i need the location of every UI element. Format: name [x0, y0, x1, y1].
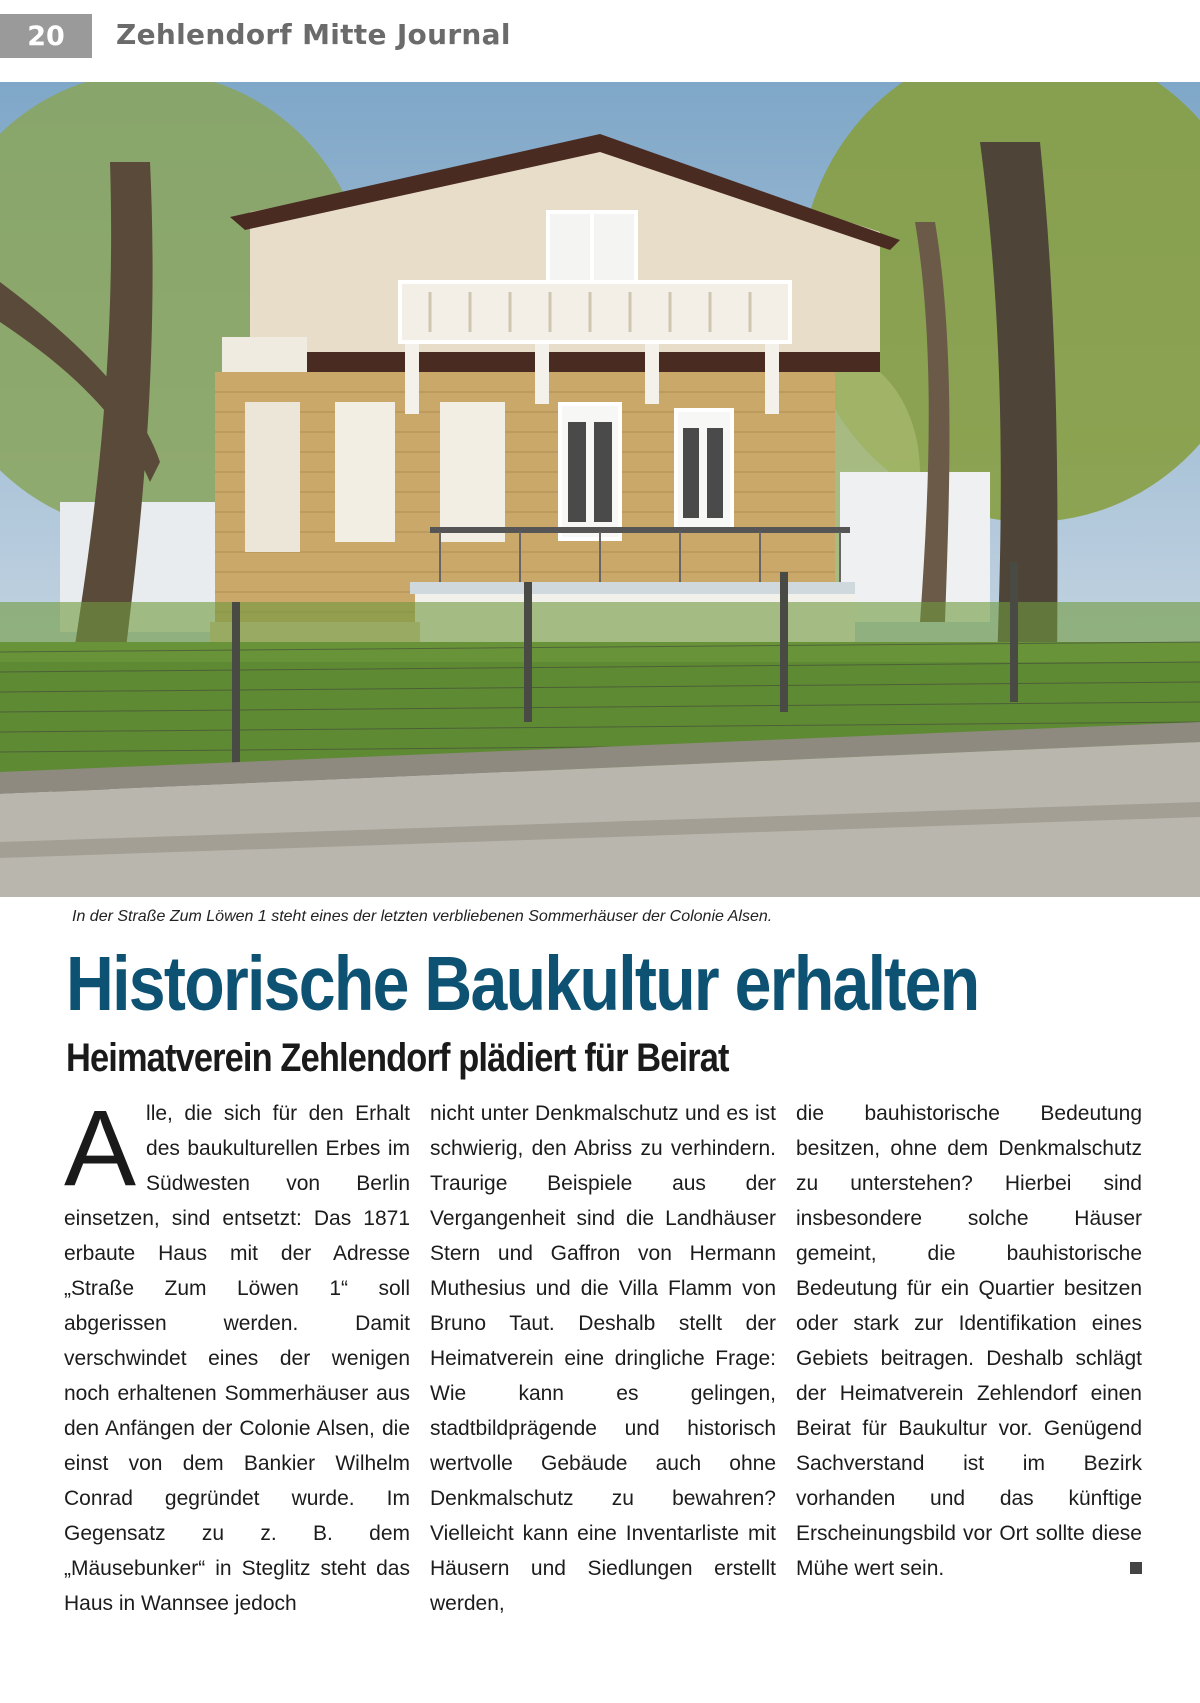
- article-subheadline: Heimatverein Zehlendorf plädiert für Beirat: [66, 1036, 729, 1080]
- article-headline: Historische Baukultur erhalten: [66, 941, 979, 1027]
- end-of-article-icon: [1130, 1562, 1142, 1574]
- column-3-body: die bauhistorische Bedeutung besitzen, ohne dem Denkmalschutz zu unterstehen? Hierbei sind insbesondere solche Häuser gemeint, die bauhistorische Bedeutung für ein Quartier besitzen oder stark zur Identifikation eines Gebiets beitragen. Deshalb schlägt der Heimatverein Zehlendorf einen Beirat für Baukultur vor. Genügend Sachverstand ist im Bezirk vorhanden und das künftige Erscheinungsbild vor Ort sollte diese Mühe wert sein.: [796, 1102, 1142, 1580]
- page-header: [0, 0, 1200, 70]
- column-1-text: lle, die sich für den Erhalt des baukulturellen Erbes im Südwesten von Berlin einsetzen, sind entsetzt: Das 1871 erbaute Haus mit der Adresse „Straße Zum Löwen 1“ soll abgerissen werden. Damit verschwindet eines der wenigen noch erhaltenen Sommerhäuser aus den Anfängen der Colonie Alsen, die einst von dem Bankier Wilhelm Conrad gegründet wurde. Im Gegensatz zu z. B. dem „Mäusebunker“ in Steglitz steht das Haus in Wannsee jedoch: [64, 1102, 410, 1615]
- drop-cap: A: [64, 1087, 137, 1208]
- article-column-3: [796, 1096, 1142, 1586]
- column-3-text: [796, 1096, 1142, 1586]
- photo-caption: In der Straße Zum Löwen 1 steht eines der letzten verbliebenen Sommerhäuser der Colonie Alsen.: [72, 908, 773, 925]
- article-column-1: [64, 1087, 410, 1621]
- page-number: 20: [0, 14, 92, 58]
- article-column-2: [430, 1096, 776, 1621]
- house-illustration: [0, 82, 1200, 897]
- house-photo: [0, 82, 1200, 897]
- column-2-text: nicht unter Denkmalschutz und es ist schwierig, den Abriss zu verhindern. Traurige Beispiele aus der Vergangenheit sind die Landhäuser Stern und Gaffron von Hermann Muthesius und die Villa Flamm von Bruno Taut. Deshalb stellt der Heimatverein eine dringliche Frage: Wie kann es gelingen, stadtbildprägende und historisch wertvolle Gebäude auch ohne Denkmalschutz zu bewahren? Vielleicht kann eine Inventarliste mit Häusern und Siedlungen erstellt werden,: [430, 1102, 776, 1615]
- journal-title: Zehlendorf Mitte Journal: [116, 18, 511, 51]
